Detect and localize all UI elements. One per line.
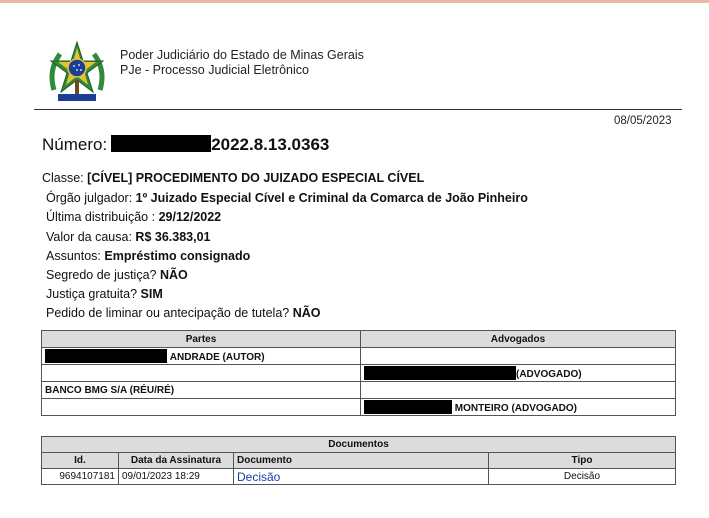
field-value: Empréstimo consignado <box>104 249 251 263</box>
field-value: 1º Juizado Especial Cível e Criminal da Comarca de João Pinheiro <box>135 191 528 205</box>
col-id: Id. <box>42 453 119 469</box>
field-label: Assuntos: <box>46 249 101 263</box>
doc-tipo: Decisão <box>489 469 676 485</box>
header-partes: Partes <box>42 331 361 348</box>
field-value: [CÍVEL] PROCEDIMENTO DO JUIZADO ESPECIAL CÍVEL <box>87 171 425 185</box>
document-link[interactable]: Decisão <box>237 469 281 484</box>
field-label: Pedido de liminar ou antecipação de tutela? <box>46 306 290 320</box>
header-court-name: Poder Judiciário do Estado de Minas Gerais <box>120 48 364 62</box>
field-value: 29/12/2022 <box>158 210 222 224</box>
table-row <box>42 469 676 485</box>
document-date: 08/05/2023 <box>614 115 672 127</box>
lawyer-2 <box>361 399 676 416</box>
doc-link-cell <box>234 469 489 485</box>
table-row <box>42 399 676 416</box>
redaction-bar <box>111 135 211 152</box>
field-assuntos <box>46 249 250 263</box>
redaction-bar <box>364 400 452 414</box>
brazil-coat-of-arms-icon <box>46 40 108 106</box>
party-name: BANCO BMG S/A (RÉU/RÉ) <box>45 384 175 396</box>
empty-cell <box>42 399 361 416</box>
process-number-suffix: 2022.8.13.0363 <box>211 135 330 154</box>
table-header-row <box>42 453 676 469</box>
doc-id: 9694107181 <box>42 469 119 485</box>
field-valor <box>46 230 210 244</box>
table-row <box>42 382 676 399</box>
table-title-row <box>42 437 676 453</box>
field-label: Segredo de justiça? <box>46 268 157 282</box>
empty-cell <box>42 365 361 382</box>
documentos-table <box>41 436 676 485</box>
field-label: Classe: <box>42 171 84 185</box>
field-orgao <box>46 191 528 205</box>
col-data: Data da Assinatura <box>119 453 234 469</box>
empty-cell <box>361 348 676 365</box>
header-divider <box>34 109 682 110</box>
field-liminar <box>46 306 321 320</box>
table-row <box>42 365 676 382</box>
field-value: SIM <box>140 287 163 301</box>
col-tipo: Tipo <box>489 453 676 469</box>
field-segredo <box>46 268 188 282</box>
lawyer-name: MONTEIRO (ADVOGADO) <box>454 403 577 414</box>
field-value: NÃO <box>292 306 321 320</box>
empty-cell <box>361 382 676 399</box>
field-classe <box>42 171 424 185</box>
field-label: Última distribuição : <box>46 210 156 224</box>
field-value: R$ 36.383,01 <box>135 230 211 244</box>
table-row <box>42 348 676 365</box>
header-advogados: Advogados <box>361 331 676 348</box>
top-border <box>0 0 709 3</box>
header-system-name: PJe - Processo Judicial Eletrônico <box>120 63 309 77</box>
partes-table <box>41 330 676 416</box>
party-reu <box>42 382 361 399</box>
lawyer-name: (ADVOGADO) <box>516 369 582 380</box>
process-number <box>42 135 329 155</box>
field-label: Órgão julgador: <box>46 191 133 205</box>
col-documento: Documento <box>234 453 489 469</box>
doc-date: 09/01/2023 18:29 <box>119 469 234 485</box>
field-gratuita <box>46 287 163 301</box>
lawyer-1 <box>361 365 676 382</box>
header-block <box>120 48 364 78</box>
party-autor <box>42 348 361 365</box>
party-name: ANDRADE (AUTOR) <box>169 352 265 363</box>
table-header-row <box>42 331 676 348</box>
redaction-bar <box>364 366 516 380</box>
redaction-bar <box>45 349 167 363</box>
field-label: Valor da causa: <box>46 230 132 244</box>
field-distribuicao <box>46 210 221 224</box>
process-number-label: Número: <box>42 135 108 154</box>
field-value: NÃO <box>159 268 188 282</box>
field-label: Justiça gratuita? <box>46 287 138 301</box>
documentos-title: Documentos <box>42 437 676 453</box>
